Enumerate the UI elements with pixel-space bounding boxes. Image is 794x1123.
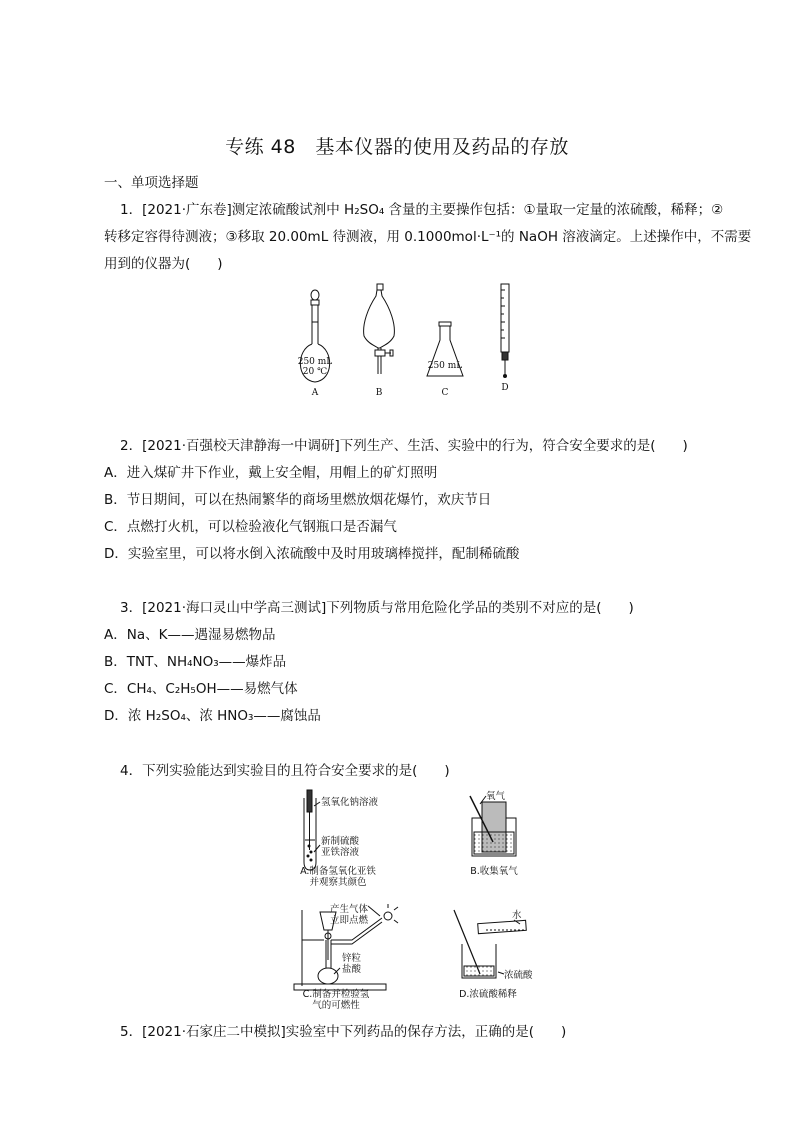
d-label-water: 水 <box>512 910 522 921</box>
flask-volume-label: 250 mL <box>297 357 333 367</box>
c-caption-1: C.制备并检验氢 <box>302 989 370 1000</box>
a-caption-2: 并观察其颜色 <box>309 877 367 888</box>
c-label-hcl: 盐酸 <box>342 964 362 975</box>
q3-option-c: C．CH₄、C₂H₅OH——易燃气体 <box>104 681 298 697</box>
b-caption: B.收集氧气 <box>470 866 518 877</box>
q2-stem: 2．[2021·百强校天津静海一中调研]下列生产、生活、实验中的行为，符合安全要求的是( ) <box>120 438 688 454</box>
q2-option-a: A．进入煤矿井下作业，戴上安全帽，用帽上的矿灯照明 <box>104 465 438 481</box>
a-label-naoh: 氢氧化钠溶液 <box>321 797 379 808</box>
b-label-oxygen: 氧气 <box>486 791 506 802</box>
q2-option-c: C．点燃打火机，可以检验液化气钢瓶口是否漏气 <box>104 519 397 535</box>
option-a-label: A <box>311 388 319 398</box>
q1-stem-line2: 转移定容得待测液；③移取 20.00mL 待测液，用 0.1000mol·L⁻¹的 NaOH 溶液滴定。上述操作中，不需要 <box>104 229 752 245</box>
q3-option-a: A．Na、K——遇湿易燃物品 <box>104 627 276 643</box>
q1-stem-line3: 用到的仪器为( ) <box>104 256 223 272</box>
q3-option-b: B．TNT、NH₄NO₃——爆炸品 <box>104 654 287 670</box>
c-label-gas-2: 立即点燃 <box>330 915 369 926</box>
option-d-label: D <box>501 383 509 393</box>
q3-stem: 3．[2021·海口灵山中学高三测试]下列物质与常用危险化学品的类别不对应的是( ) <box>120 600 634 616</box>
q1-stem-line1: 1．[2021·广东卷]测定浓硫酸试剂中 H₂SO₄ 含量的主要操作包括：①量取一定量的浓硫酸，稀释；② <box>120 202 724 218</box>
c-label-zinc: 锌粒 <box>342 953 362 964</box>
section-heading: 一、单项选择题 <box>104 175 199 191</box>
burette-icon <box>501 284 509 378</box>
q2-option-d: D．实验室里，可以将水倒入浓硫酸中及时用玻璃棒搅拌，配制稀硫酸 <box>104 546 520 562</box>
q5-stem: 5．[2021·石家庄二中模拟]实验室中下列药品的保存方法，正确的是( ) <box>120 1024 567 1040</box>
q4-figure <box>290 790 550 1011</box>
c-label-gas-1: 产生气体 <box>330 904 369 915</box>
gas-collection-icon <box>470 796 516 856</box>
q1-figure <box>290 282 530 398</box>
c-caption-2: 气的可燃性 <box>312 1000 360 1011</box>
option-c-label: C <box>441 388 449 398</box>
q3-option-d: D．浓 H₂SO₄、浓 HNO₃——腐蚀品 <box>104 708 321 724</box>
q2-option-b: B．节日期间，可以在热闹繁华的商场里燃放烟花爆竹，欢庆节日 <box>104 492 492 508</box>
a-caption-1: A.制备氢氧化亚铁 <box>300 866 376 877</box>
a-label-feso4-2: 亚铁溶液 <box>321 847 360 858</box>
a-label-feso4-1: 新制硫酸 <box>321 836 360 847</box>
option-b-label: B <box>375 388 383 398</box>
conical-volume-label: 250 mL <box>427 361 463 371</box>
page-title: 专练 48 基本仪器的使用及药品的存放 <box>225 136 569 158</box>
d-label-acid: 浓硫酸 <box>504 970 533 981</box>
test-tube-dropper-icon <box>304 790 320 870</box>
q4-stem: 4．下列实验能达到实验目的且符合安全要求的是( ) <box>120 763 450 779</box>
separatory-funnel-icon <box>364 284 395 374</box>
flask-temp-label: 20 ℃ <box>302 367 328 377</box>
d-caption: D.浓硫酸稀释 <box>459 989 517 1000</box>
